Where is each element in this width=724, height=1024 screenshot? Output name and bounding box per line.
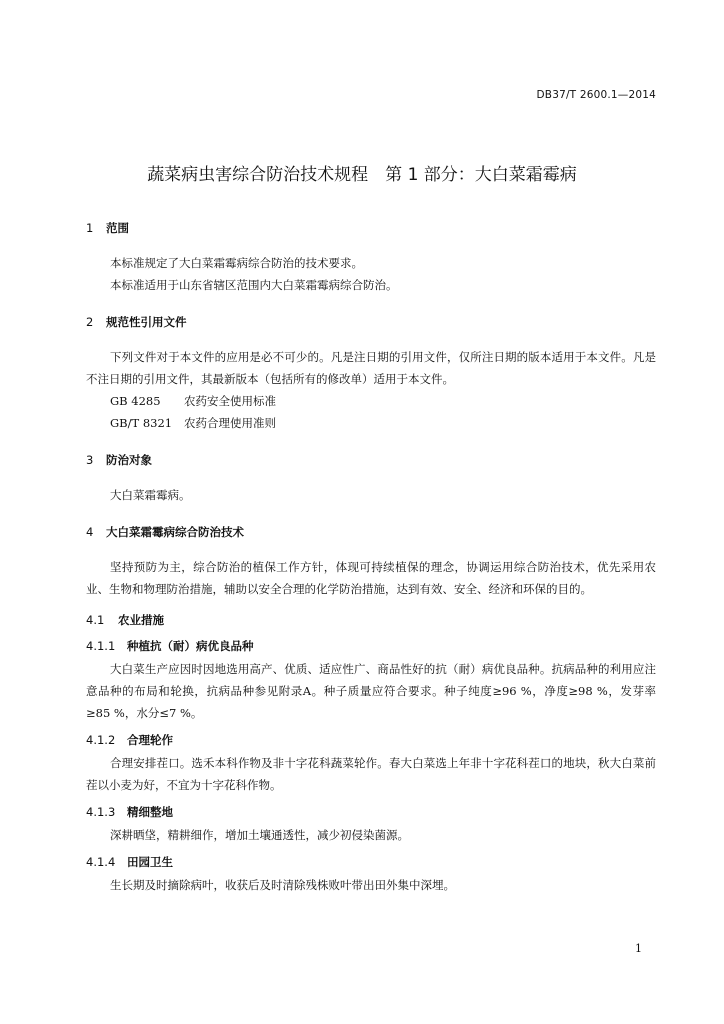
subsection-number: 4.1 — [86, 613, 105, 627]
section-title: 规范性引用文件 — [106, 315, 187, 329]
reference-code: GB 4285 — [110, 394, 161, 408]
reference-code: GB/T 8321 — [110, 416, 173, 430]
section-title: 防治对象 — [106, 453, 152, 467]
document-code: DB37/T 2600.1—2014 — [536, 89, 656, 101]
document-body — [86, 220, 656, 896]
reference-name: 农药安全使用标准 — [184, 394, 276, 408]
reference-item — [86, 390, 656, 412]
reference-item — [86, 412, 656, 434]
subsection-heading-agricultural-measures — [86, 612, 656, 628]
subsection-number: 4.1.4 — [86, 855, 116, 869]
reference-name: 农药合理使用准则 — [184, 416, 276, 430]
section-heading-scope — [86, 220, 656, 236]
section-number: 4 — [86, 525, 94, 539]
paragraph: 大白菜霜霉病。 — [110, 488, 191, 502]
section-title: 范围 — [106, 221, 129, 235]
subsection-title: 田园卫生 — [127, 855, 173, 869]
section-heading-normative-references — [86, 314, 656, 330]
subsection-number: 4.1.1 — [86, 639, 116, 653]
subsection-title: 精细整地 — [127, 805, 173, 819]
subsection-heading-resistant-varieties — [86, 638, 656, 654]
paragraph: 合理安排茬口。选禾本科作物及非十字花科蔬菜轮作。春大白菜选上年非十字花科茬口的地块，秋大白菜前茬以小麦为好，不宜为十字花科作物。 — [86, 756, 656, 792]
section-number: 3 — [86, 453, 94, 467]
paragraph: 本标准适用于山东省辖区范围内大白菜霜霉病综合防治。 — [110, 278, 398, 292]
subsection-heading-field-sanitation — [86, 854, 656, 870]
paragraph: 本标准规定了大白菜霜霉病综合防治的技术要求。 — [110, 256, 363, 270]
subsection-title: 合理轮作 — [127, 733, 173, 747]
document-title: 蔬菜病虫害综合防治技术规程 第 1 部分：大白菜霜霉病 — [147, 165, 577, 185]
section-heading-control-target — [86, 452, 656, 468]
subsection-title: 种植抗（耐）病优良品种 — [127, 639, 254, 653]
page-number: 1 — [635, 942, 642, 955]
paragraph: 大白菜生产应因时因地选用高产、优质、适应性广、商品性好的抗（耐）病优良品种。抗病品种的利用应注意品种的布局和轮换，抗病品种参见附录A。种子质量应符合要求。种子纯度≥96 %，净度≥98 %，发芽率≥85 %，水分≤7 %。 — [86, 662, 656, 720]
section-number: 1 — [86, 221, 94, 235]
paragraph: 坚持预防为主，综合防治的植保工作方针，体现可持续植保的理念，协调运用综合防治技术，优先采用农业、生物和物理防治措施，辅助以安全合理的化学防治措施，达到有效、安全、经济和环保的目的。 — [86, 560, 656, 596]
subsection-number: 4.1.2 — [86, 733, 116, 747]
paragraph: 深耕晒垡，精耕细作，增加土壤通透性，减少初侵染菌源。 — [110, 828, 409, 842]
section-heading-integrated-control — [86, 524, 656, 540]
paragraph: 下列文件对于本文件的应用是必不可少的。凡是注日期的引用文件，仅所注日期的版本适用于本文件。凡是不注日期的引用文件，其最新版本（包括所有的修改单）适用于本文件。 — [86, 350, 656, 386]
section-title: 大白菜霜霉病综合防治技术 — [106, 525, 244, 539]
paragraph: 生长期及时摘除病叶，收获后及时清除残株败叶带出田外集中深埋。 — [110, 878, 455, 892]
subsection-heading-soil-preparation — [86, 804, 656, 820]
subsection-number: 4.1.3 — [86, 805, 116, 819]
subsection-title: 农业措施 — [118, 613, 164, 627]
section-number: 2 — [86, 315, 94, 329]
subsection-heading-crop-rotation — [86, 732, 656, 748]
